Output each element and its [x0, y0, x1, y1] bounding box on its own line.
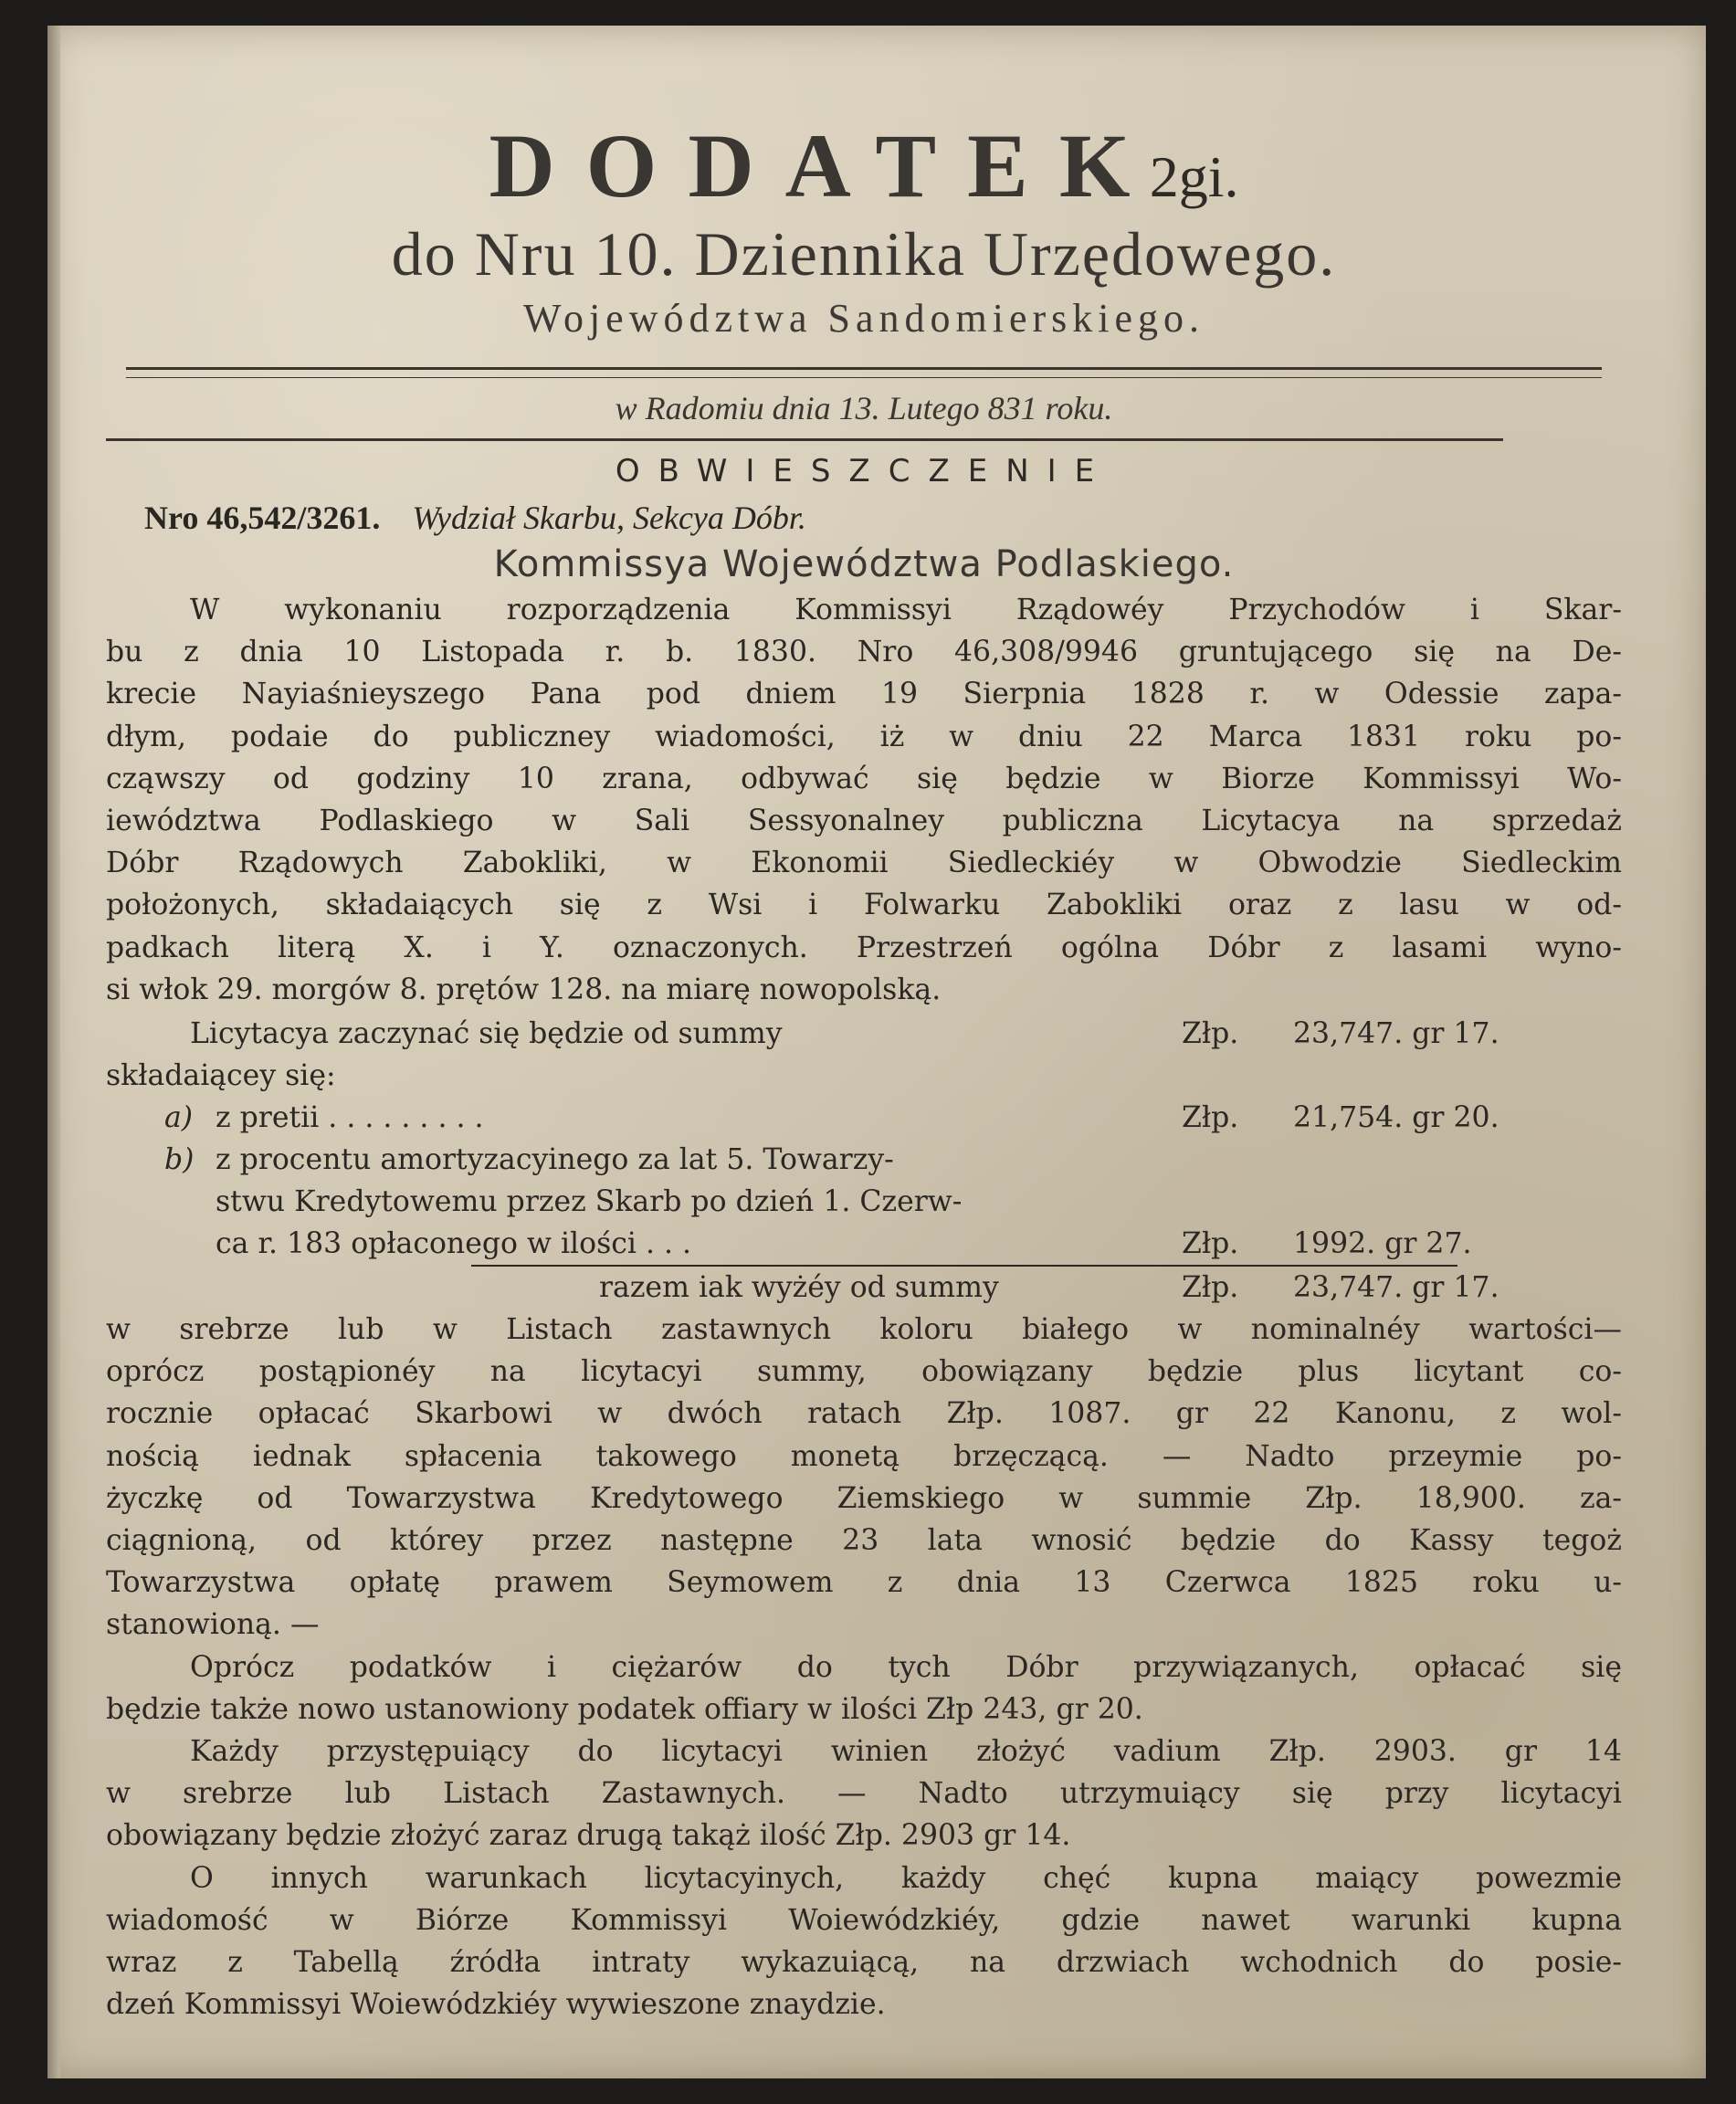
amount-start-currency: Złp.: [1182, 1017, 1239, 1051]
amount-composed-row: [106, 1055, 1622, 1097]
amount-item-b-row: [106, 1139, 1622, 1181]
dateline-rule: [106, 438, 1503, 441]
deposit-line: obowiązany będzie złożyć zaraz drugą takąż ilość Złp. 2903 gr 14.: [106, 1819, 1071, 1853]
intro-line: położonych, składaiących się z Wsi i Folwarku Zabokliki oraz z lasu w od-: [106, 889, 1622, 922]
reference-line: [106, 496, 1622, 540]
info-line: wraz z Tabellą źródła intraty wykazuiącą, na drzwiach wchodnich do posie-: [106, 1946, 1622, 1980]
item-b-currency: Złp.: [1182, 1227, 1239, 1261]
amount-item-a-row: [106, 1097, 1622, 1139]
department-name: Wydział Skarbu, Sekcya Dóbr.: [412, 500, 806, 536]
reference-number: Nro 46,542/3261.: [144, 500, 381, 536]
page-edge: [47, 26, 60, 2078]
document-content: [106, 117, 1622, 2025]
info-paragraph: [106, 1857, 1622, 2026]
tax-paragraph: [106, 1646, 1622, 1731]
terms-paragraph: [106, 1309, 1622, 1646]
item-a-marker: a): [164, 1101, 194, 1135]
notice-heading: OBWIESZCZENIE: [615, 453, 1113, 489]
amount-total-currency: Złp.: [1182, 1271, 1239, 1305]
masthead-voivodeship: Województwa Sandomierskiego.: [522, 296, 1205, 341]
deposit-line: Każdy przystępuiący do licytacyi winien złożyć vadium Złp. 2903. gr 14: [190, 1735, 1622, 1769]
deposit-paragraph: [106, 1731, 1622, 1857]
intro-line: krecie Nayiaśnieyszego Pana pod dniem 19 Sierpnia 1828 r. w Odessie zapa-: [106, 678, 1622, 711]
amount-total-label: razem iak wyżéy od summy: [599, 1271, 999, 1305]
terms-line: nością iednak spłacenia takowego monetą brzęczącą. — Nadto przeymie po-: [106, 1439, 1622, 1473]
intro-line: iewództwa Podlaskiego w Sali Sessyonalney publiczna Licytacya na sprzedaż: [106, 805, 1622, 838]
amount-start-label: Licytacya zaczynać się będzie od summy: [190, 1017, 783, 1051]
info-line: wiadomość w Biórze Kommissyi Woiewódzkiéy, gdzie nawet warunki kupna: [106, 1903, 1622, 1937]
amount-start-row: [106, 1013, 1622, 1055]
intro-line: bu z dnia 10 Listopada r. b. 1830. Nro 46,308/9946 gruntującego się na De-: [106, 636, 1622, 669]
amount-composed-label: składaiącey się:: [106, 1059, 336, 1093]
item-b-marker: b): [164, 1143, 195, 1177]
amount-start-value: 23,747. gr 17.: [1293, 1017, 1499, 1051]
terms-line: ciągnioną, od którey przez następne 23 lata wnosić będzie do Kassy tegoż: [106, 1524, 1622, 1558]
masthead-title: DODATEK: [489, 115, 1162, 216]
item-a-value: 21,754. gr 20.: [1293, 1101, 1499, 1135]
intro-line: dłym, podaie do publiczney wiadomości, iż w dniu 22 Marca 1831 roku po-: [106, 720, 1622, 753]
terms-line: życzkę od Towarzystwa Kredytowego Ziemskiego w summie Złp. 18,900. za-: [106, 1481, 1622, 1515]
commission-name: Kommissya Województwa Podlaskiego.: [493, 543, 1235, 585]
masthead-double-rule: [126, 367, 1602, 378]
masthead-subtitle: do Nru 10. Dziennika Urzędowego.: [391, 219, 1337, 289]
terms-line: Towarzystwa opłatę prawem Seymowem z dnia 13 Czerwca 1825 roku u-: [106, 1566, 1622, 1600]
masthead-title-suffix: 2gi.: [1149, 144, 1239, 209]
amount-item-b-row-3: [106, 1223, 1622, 1265]
tax-line: będzie także nowo ustanowiony podatek offiary w ilości Złp 243, gr 20.: [106, 1692, 1143, 1726]
dateline: w Radomiu dnia 13. Lutego 831 roku.: [615, 390, 1113, 426]
intro-line: Dóbr Rządowych Zabokliki, w Ekonomii Siedleckiéy w Obwodzie Siedleckim: [106, 847, 1622, 880]
item-b-line: z procentu amortyzacyinego za lat 5. Towarzy-: [216, 1143, 894, 1177]
item-b-line: stwu Kredytowemu przez Skarb po dzień 1. Czerw-: [216, 1185, 963, 1219]
terms-line: stanowioną. —: [106, 1608, 320, 1642]
deposit-line: w srebrze lub Listach Zastawnych. — Nadto utrzymuiący się przy licytacyi: [106, 1777, 1622, 1811]
item-b-line: ca r. 183 opłaconego w ilości . . .: [216, 1227, 692, 1261]
masthead: [106, 117, 1622, 216]
item-a-label: z pretii . . . . . . . . .: [216, 1101, 484, 1135]
intro-paragraph: [106, 589, 1622, 1011]
intro-line: si włok 29. morgów 8. prętów 128. na miarę nowopolską.: [106, 973, 942, 1006]
intro-line: W wykonaniu rozporządzenia Kommissyi Rządowéy Przychodów i Skar-: [190, 594, 1622, 626]
terms-line: rocznie opłacać Skarbowi w dwóch ratach Złp. 1087. gr 22 Kanonu, z wol-: [106, 1397, 1622, 1431]
amount-item-b-row-2: [106, 1181, 1622, 1223]
tax-line: Oprócz podatków i ciężarów do tych Dóbr przywiązanych, opłacać się: [190, 1650, 1622, 1684]
document-page: [47, 26, 1706, 2078]
info-line: O innych warunkach licytacyinych, każdy chęć kupna maiący powezmie: [190, 1861, 1622, 1895]
item-b-value: 1992. gr 27.: [1293, 1227, 1472, 1261]
intro-line: padkach literą X. i Y. oznaczonych. Przestrzeń ogólna Dóbr z lasami wyno-: [106, 931, 1622, 964]
amount-breakdown: [106, 1013, 1622, 1309]
terms-line: w srebrze lub w Listach zastawnych koloru białego w nominalnéy wartości—: [106, 1313, 1622, 1347]
intro-line: cząwszy od godziny 10 zrana, odbywać się będzie w Biorze Kommissyi Wo-: [106, 762, 1622, 795]
amount-total-row: [106, 1267, 1622, 1309]
terms-line: oprócz postąpionéy na licytacyi summy, obowiązany będzie plus licytant co-: [106, 1355, 1622, 1389]
amount-total-value: 23,747. gr 17.: [1293, 1271, 1499, 1305]
info-line: dzeń Kommissyi Woiewódzkiéy wywieszone znaydzie.: [106, 1988, 886, 2022]
item-a-currency: Złp.: [1182, 1101, 1239, 1135]
